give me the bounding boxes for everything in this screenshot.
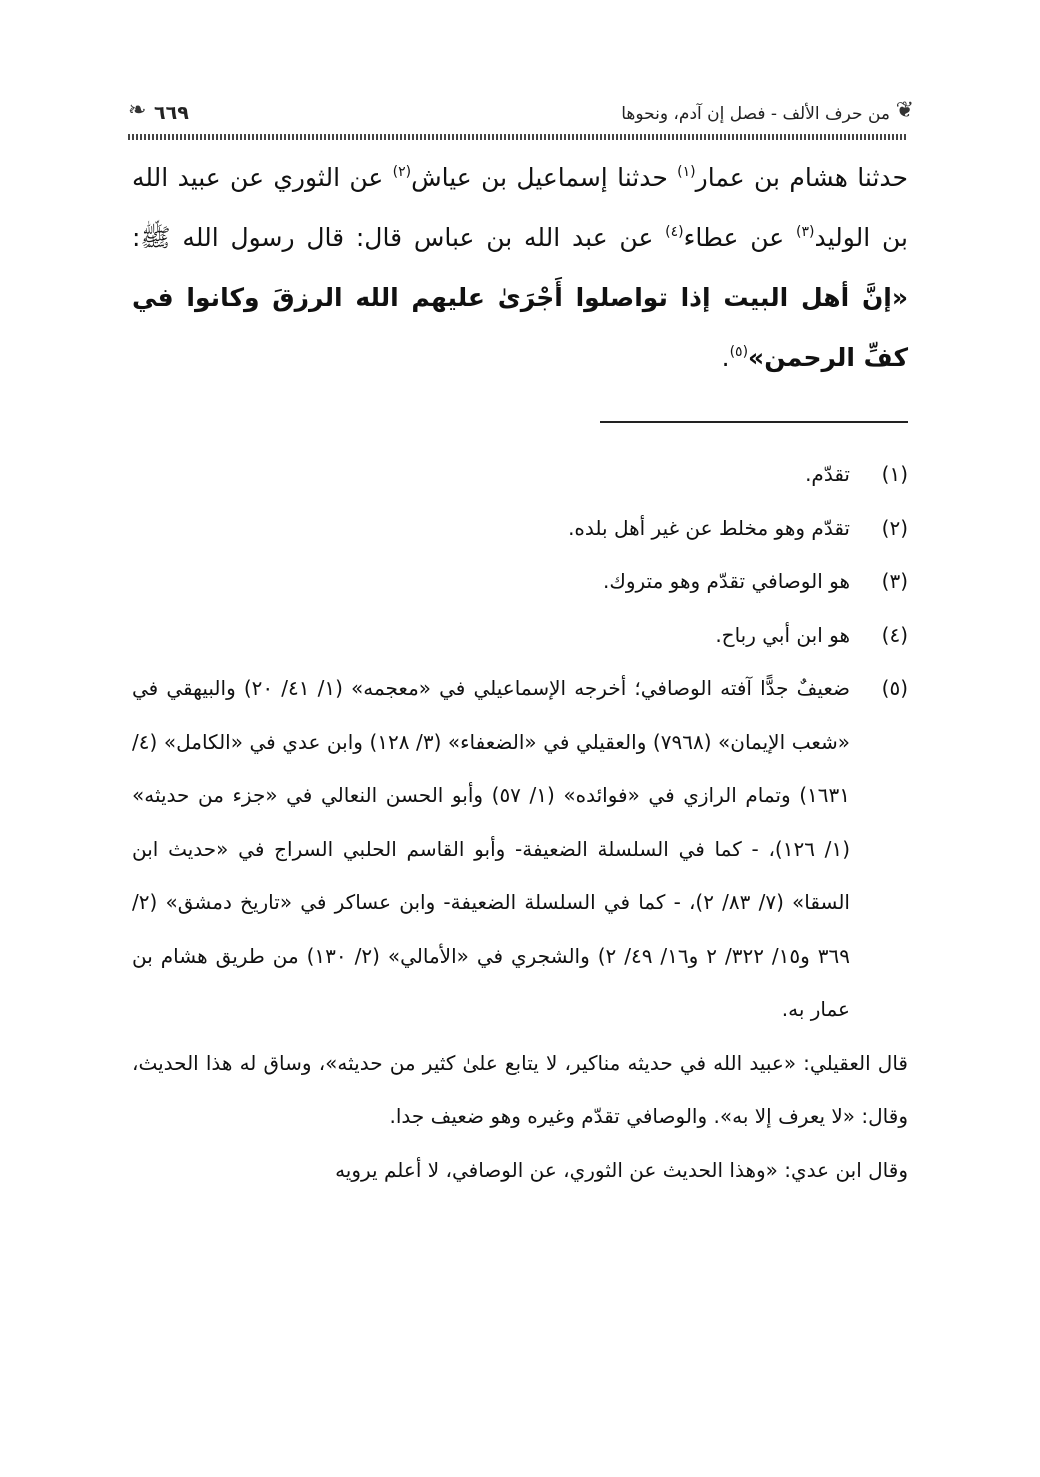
footnote-number: (٥) [881,676,908,700]
chapter-title: من حرف الألف - فصل إن آدم، ونحوها [621,104,890,124]
commentary-ibn-adi: وقال ابن عدي: «وهذا الحديث عن الثوري، عن الوصافي، لا أعلم يرويه [335,1157,908,1182]
footnote-5 [132,662,908,1037]
page-number: ٦٦٩ [154,102,189,124]
footnote-ref-3[interactable]: (٣) [795,224,815,240]
footnote-number: (٤) [881,622,908,647]
isnad-text-3: عن الثوري عن عبيد الله بن الوليد [132,163,908,252]
footnote-text: هو ابن أبي رباح. [715,622,850,647]
header-rule [128,134,908,140]
footnote-separator [600,421,908,423]
footnote-text: ضعيفٌ جدًّا آفته الوصافي؛ أخرجه الإسماعيلي في «معجمه» (١/ ٤١/ ٢٠) والبيهقي في «شعب الإيمان» (٧٩٦٨) والعقيلي في «الضعفاء» (٣/ ١٢٨) وابن عدي في «الكامل» (٤/ ١٦٣١) وتمام الرازي في «فوائده» (١/ ٥٧) وأبو الحسن النعالي في «جزء من حديثه» (١/ ١٢٦)، - كما في السلسلة الضعيفة- وأبو القاسم الحلبي السراج في «حديث ابن السقا» (٧/ ٨٣/ ٢)، - كما في السلسلة الضعيفة- وابن عساكر في «تاريخ دمشق» (٢/ ٣٦٩ و١٥/ ٣٢٢/ ٢ و١٦/ ٤٩/ ٢) والشجري في «الأمالي» (٢/ ١٣٠) من طريق هشام بن عمار به. [132,676,851,1021]
main-text [132,148,908,388]
footnote-ref-1[interactable]: (١) [677,164,696,180]
footnote-number: (٢) [881,515,908,540]
footnote-text: تقدّم. [805,462,850,486]
footnote-2 [132,502,908,556]
footnote-1 [132,448,908,502]
footnote-3 [132,555,908,609]
footnote-number: (١) [881,462,908,486]
footnotes [132,448,908,1197]
footnote-ref-2[interactable]: (٢) [392,164,412,180]
isnad-text-5: عن عبد الله بن عباس قال: قال رسول الله ﷺ: [132,223,666,252]
footnote-ref-4[interactable]: (٤) [665,224,684,240]
isnad-text-4: عن عطاء [683,223,796,252]
main-end: . [721,343,730,372]
commentary-uqayli: قال العقيلي: «عبيد الله في حديثه مناكير، لا يتابع علىٰ كثير من حديثه»، وساق له هذا الحديث، وقال: «لا يعرف إلا به». والوصافي تقدّم وغيره وهو ضعيف جدا. [132,1050,908,1128]
isnad-text-1: حدثنا هشام بن عمار [695,163,908,192]
header-ornament-right: ❦ [895,98,914,123]
footnote-4 [132,609,908,663]
footnote-ref-5[interactable]: (٥) [729,344,749,360]
running-header [128,98,914,138]
footnote-number: (٣) [881,569,908,593]
hadith-text: «إنَّ أهل البيت إذا تواصلوا أَجْرَىٰ عليهم الله الرزقَ وكانوا في كفِّ الرحمن» [132,283,908,372]
header-ornament-left: ❧ [128,98,147,123]
footnote-text: تقدّم وهو مخلط عن غير أهل بلده. [568,515,850,540]
isnad-text-2: حدثنا إسماعيل بن عياش [411,163,678,192]
footnote-text: هو الوصافي تقدّم وهو متروك. [603,569,850,593]
